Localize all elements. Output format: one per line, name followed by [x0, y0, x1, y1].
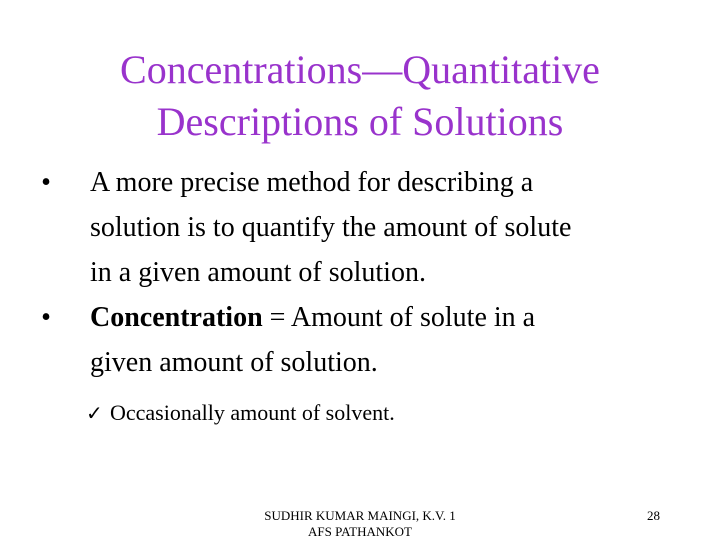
bullet-2-line-1 [90, 295, 670, 340]
sub-bullet-text: Occasionally amount of solvent. [110, 400, 395, 425]
slide-number: 28 [647, 508, 660, 523]
bullet-1-line-1: A more precise method for describing a [90, 167, 534, 198]
concentration-term: Concentration [90, 302, 263, 333]
bullet-1-line-2: solution is to quantify the amount of solute [90, 212, 572, 243]
bullet-dot-icon: • [41, 167, 51, 198]
title-line-2: Descriptions of Solutions [156, 99, 564, 144]
check-icon: ✓ [86, 401, 103, 425]
bullet-list [30, 160, 670, 431]
sub-bullet-item [30, 395, 670, 431]
footer-author-line-1: SUDHIR KUMAR MAINGI, K.V. 1 [264, 508, 456, 523]
slide-title [60, 44, 660, 148]
footer-author-line-2: AFS PATHANKOT [308, 524, 412, 539]
bullet-item-1 [30, 160, 670, 295]
footer-author [230, 508, 490, 540]
bullet-1-line-3: in a given amount of solution. [90, 257, 426, 288]
bullet-dot-icon: • [41, 302, 51, 333]
bullet-2-line-2: given amount of solution. [90, 347, 378, 378]
title-line-1: Concentrations—Quantitative [120, 47, 600, 92]
bullet-2-definition: = Amount of solute in a [262, 302, 536, 333]
bullet-item-2 [30, 295, 670, 385]
